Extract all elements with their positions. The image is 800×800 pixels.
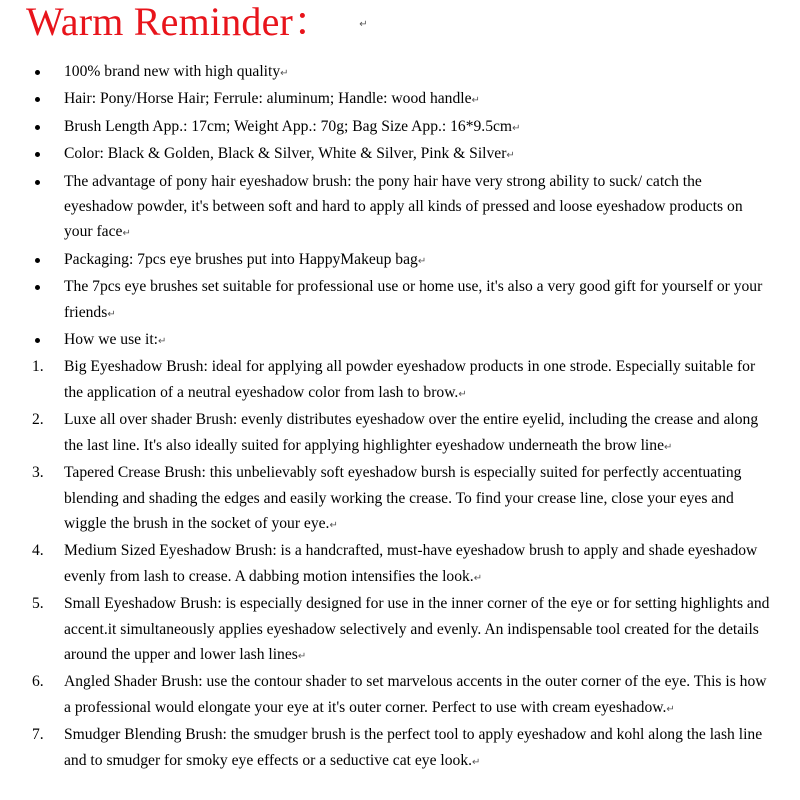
bullet-icon (35, 97, 40, 102)
bullet-icon (35, 180, 40, 185)
paragraph-mark-icon: ↵ (472, 756, 481, 768)
title-row (26, 0, 368, 50)
paragraph-mark-icon: ↵ (666, 703, 675, 715)
bullet-text: Hair: Pony/Horse Hair; Ferrule: aluminum; Handle: wood handle (64, 90, 472, 108)
paragraph-mark-icon: ↵ (329, 519, 338, 531)
bullet-text: Color: Black & Golden, Black & Silver, White & Silver, Pink & Silver (64, 145, 507, 163)
bullet-icon (35, 285, 40, 290)
item-number: 4. (32, 542, 44, 560)
paragraph-mark-icon: ↵ (473, 572, 483, 584)
bullet-item (0, 247, 800, 274)
numbered-item (0, 460, 800, 538)
numbered-item-text: Luxe all over shader Brush: evenly distributes eyeshadow over the entire eyelid, including the crease and along the last line. It's also ideally suited for applying highlighter eyeshadow underneath the brow line (64, 411, 759, 454)
paragraph-mark-icon: ↵ (506, 150, 515, 162)
bullet-item (0, 169, 800, 247)
item-number: 1. (32, 358, 44, 376)
numbered-item (0, 407, 800, 460)
bullet-icon (35, 125, 40, 130)
bullet-text: How we use it: (64, 331, 158, 349)
numbered-item (0, 538, 800, 591)
feature-list (0, 59, 800, 775)
item-number: 5. (32, 595, 44, 613)
bullet-text: Packaging: 7pcs eye brushes put into HappyMakeup bag (64, 250, 418, 268)
paragraph-mark-icon: ↵ (157, 336, 167, 348)
bullet-item (0, 327, 800, 354)
bullet-text: The advantage of pony hair eyeshadow brush: the pony hair have very strong ability to suck/ catch the eyeshadow powder, it's between soft and hard to apply all kinds of pressed and loose eyeshadow products on your face (64, 172, 743, 241)
numbered-item (0, 669, 800, 722)
bullet-item (0, 274, 800, 327)
bullet-item (0, 114, 800, 141)
bullet-text: 100% brand new with high quality (64, 63, 281, 80)
numbered-item-text: Smudger Blending Brush: the smudger brush is the perfect tool to apply eyeshadow and kohl along the lash line and to smudger for smoky eye effects or a seductive cat eye look. (64, 726, 763, 769)
bullet-text: Brush Length App.: 17cm; Weight App.: 70g; Bag Size App.: 16*9.5cm (64, 117, 513, 135)
item-number: 6. (32, 673, 44, 691)
numbered-item-text: Small Eyeshadow Brush: is especially designed for use in the inner corner of the eye or for setting highlights and accent.it simultaneously applies eyeshadow selectively and evenly. An indispensable tool created for the details around the upper and lower lash lines (64, 595, 770, 663)
paragraph-mark-icon: ↵ (458, 388, 467, 400)
item-number: 2. (32, 411, 44, 429)
bullet-icon (35, 258, 40, 263)
numbered-item (0, 722, 800, 775)
item-number: 7. (32, 726, 44, 744)
paragraph-mark-icon: ↵ (471, 95, 480, 107)
page-title: Warm Reminder： (26, 0, 334, 44)
bullet-icon (35, 70, 40, 75)
numbered-item (0, 591, 800, 669)
numbered-item-text: Medium Sized Eyeshadow Brush: is a handcrafted, must-have eyeshadow brush to apply and shade eyeshadow evenly from lash to crease. A dabbing motion intensifies the look. (64, 542, 758, 585)
paragraph-mark-icon: ↵ (359, 19, 368, 30)
numbered-item-text: Angled Shader Brush: use the contour shader to set marvelous accents in the outer corner of the eye. This is how a professional would elongate your eye at it's outer corner. Perfect to use with cream eyeshadow. (64, 673, 767, 716)
bullet-item (0, 59, 800, 86)
paragraph-mark-icon: ↵ (107, 308, 116, 320)
bullet-item (0, 141, 800, 168)
item-number: 3. (32, 464, 44, 482)
numbered-item-text: Big Eyeshadow Brush: ideal for applying all powder eyeshadow products in one strode. Especially suitable for the application of a neutral eyeshadow color from lash to brow. (64, 358, 756, 401)
bullet-icon (35, 338, 40, 343)
bullet-item (0, 86, 800, 113)
paragraph-mark-icon: ↵ (417, 255, 427, 267)
paragraph-mark-icon: ↵ (512, 122, 521, 134)
bullet-icon (35, 152, 40, 157)
numbered-item-text: Tapered Crease Brush: this unbelievably soft eyeshadow bursh is especially suited for perfectly accentuating blending and shading the edges and easily working the crease. To find your crease line, close your eyes and wiggle the brush in the socket of your eye. (64, 464, 742, 532)
paragraph-mark-icon: ↵ (122, 228, 131, 240)
numbered-item (0, 354, 800, 407)
paragraph-mark-icon: ↵ (297, 650, 307, 662)
bullet-text: The 7pcs eye brushes set suitable for professional use or home use, it's also a very good gift for yourself or your friends (64, 278, 763, 321)
paragraph-mark-icon: ↵ (664, 441, 673, 453)
paragraph-mark-icon: ↵ (280, 68, 289, 79)
